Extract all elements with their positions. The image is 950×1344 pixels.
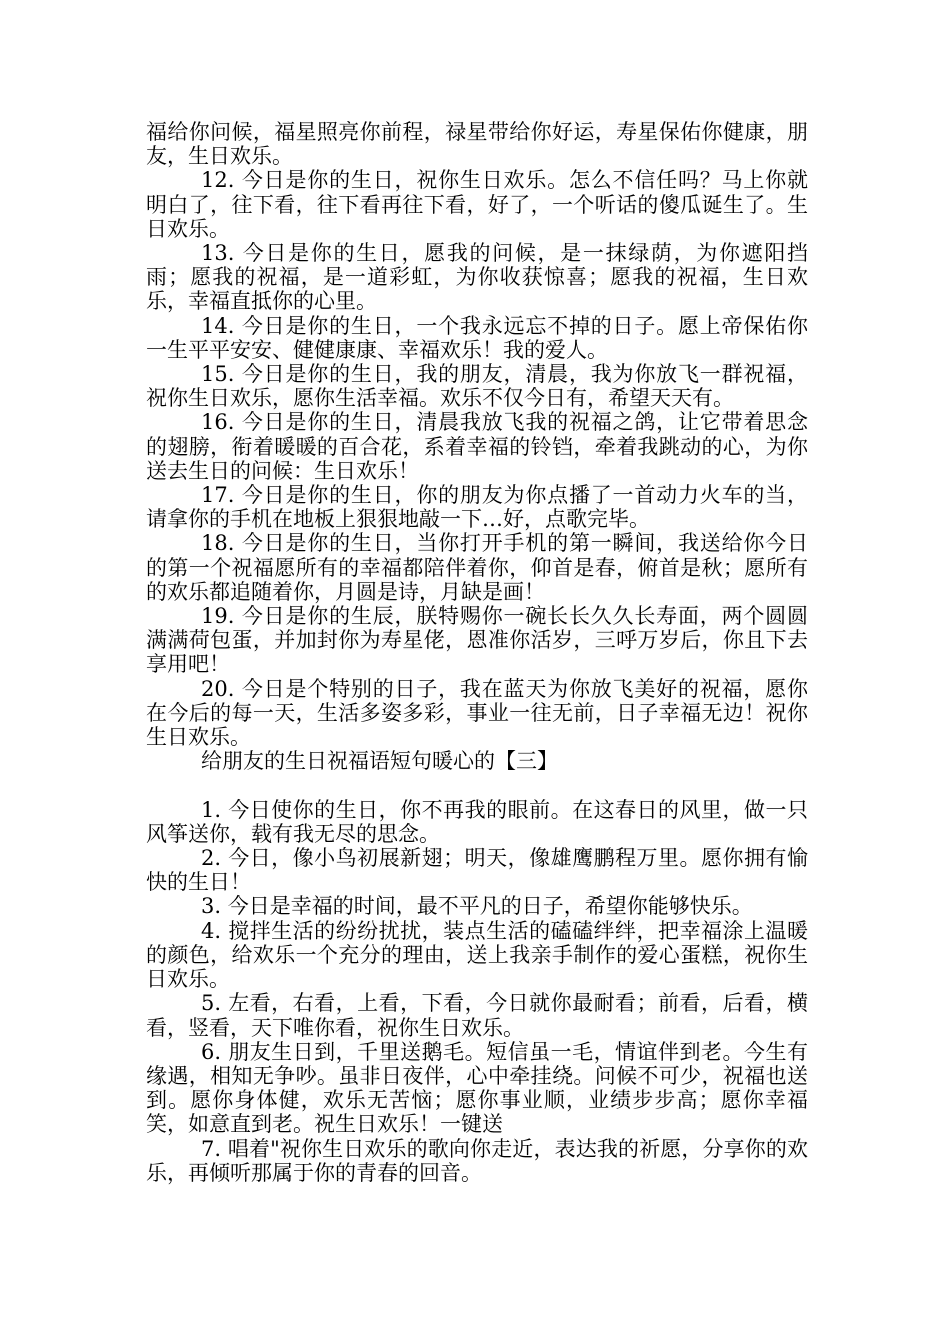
wish-item-6: 6. 朋友生日到，千里送鹅毛。短信虽一毛，情谊伴到老。今生有缘遇，相知无争吵。虽非日夜伴，心中牵挂绕。问候不可少，祝福也送到。愿你身体健，欢乐无苦恼；愿你事业顺，业绩步步高；愿你幸福笑，如意直到老。祝生日欢乐！一键送 <box>146 1039 808 1137</box>
wish-item-7: 7. 唱着"祝你生日欢乐的歌向你走近，表达我的祈愿，分享你的欢乐，再倾听那属于你的青春的回音。 <box>146 1136 808 1185</box>
section-heading: 给朋友的生日祝福语短句暖心的【三】 <box>201 749 558 774</box>
wish-item-15: 15. 今日是你的生日，我的朋友，清晨，我为你放飞一群祝福，祝你生日欢乐，愿你生活幸福。欢乐不仅今日有，希望天天有。 <box>146 362 808 411</box>
continuation-paragraph: 福给你问候，福星照亮你前程，禄星带给你好运，寿星保佑你健康，朋友，生日欢乐。 <box>146 120 808 169</box>
wish-item-1: 1. 今日使你的生日，你不再我的眼前。在这春日的风里，做一只风筝送你，载有我无尽的思念。 <box>146 797 808 846</box>
wish-item-19: 19. 今日是你的生辰，朕特赐你一碗长长久久长寿面，两个圆圆满满荷包蛋，并加封你为寿星佬，恩准你活岁，三呼万岁后，你且下去享用吧！ <box>146 604 808 677</box>
wish-item-13: 13. 今日是你的生日，愿我的问候，是一抹绿荫，为你遮阳挡雨；愿我的祝福，是一道彩虹，为你收获惊喜；愿我的祝福，生日欢乐，幸福直抵你的心里。 <box>146 241 808 314</box>
wish-item-20: 20. 今日是个特别的日子，我在蓝天为你放飞美好的祝福，愿你在今后的每一天，生活多姿多彩，事业一往无前，日子幸福无边！祝你生日欢乐。 <box>146 676 808 750</box>
wish-item-4: 4. 搅拌生活的纷纷扰扰，装点生活的磕磕绊绊，把幸福涂上温暖的颜色，给欢乐一个充分的理由，送上我亲手制作的爱心蛋糕，祝你生日欢乐。 <box>146 918 808 992</box>
wish-item-17: 17. 今日是你的生日，你的朋友为你点播了一首动力火车的当，请拿你的手机在地板上狠狠地敲一下…好，点歌完毕。 <box>146 483 808 532</box>
wish-item-5: 5. 左看，右看，上看，下看，今日就你最耐看；前看，后看，横看，竖看，天下唯你看，祝你生日欢乐。 <box>146 991 808 1040</box>
wish-item-18: 18. 今日是你的生日，当你打开手机的第一瞬间，我送给你今日的第一个祝福愿所有的幸福都陪伴着你，仰首是春，俯首是秋；愿所有的欢乐都追随着你，月圆是诗，月缺是画！ <box>146 531 808 604</box>
wish-item-3: 3. 今日是幸福的时间，最不平凡的日子，希望你能够快乐。 <box>201 894 753 919</box>
document-page <box>146 120 808 1185</box>
wish-item-14: 14. 今日是你的生日，一个我永远忘不掉的日子。愿上帝保佑你一生平平安安、健健康康、幸福欢乐！我的爱人。 <box>146 313 808 362</box>
wish-item-2: 2. 今日，像小鸟初展新翅；明天，像雄鹰鹏程万里。愿你拥有愉快的生日！ <box>146 846 808 895</box>
wish-item-12: 12. 今日是你的生日，祝你生日欢乐。怎么不信任吗？马上你就明白了，往下看，往下看再往下看，好了，一个听话的傻瓜诞生了。生日欢乐。 <box>146 168 808 241</box>
blank-line <box>146 773 808 797</box>
wish-item-16: 16. 今日是你的生日，清晨我放飞我的祝福之鸽，让它带着思念的翅膀，衔着暖暖的百合花，系着幸福的铃铛，牵着我跳动的心，为你送去生日的问候：生日欢乐！ <box>146 410 808 483</box>
